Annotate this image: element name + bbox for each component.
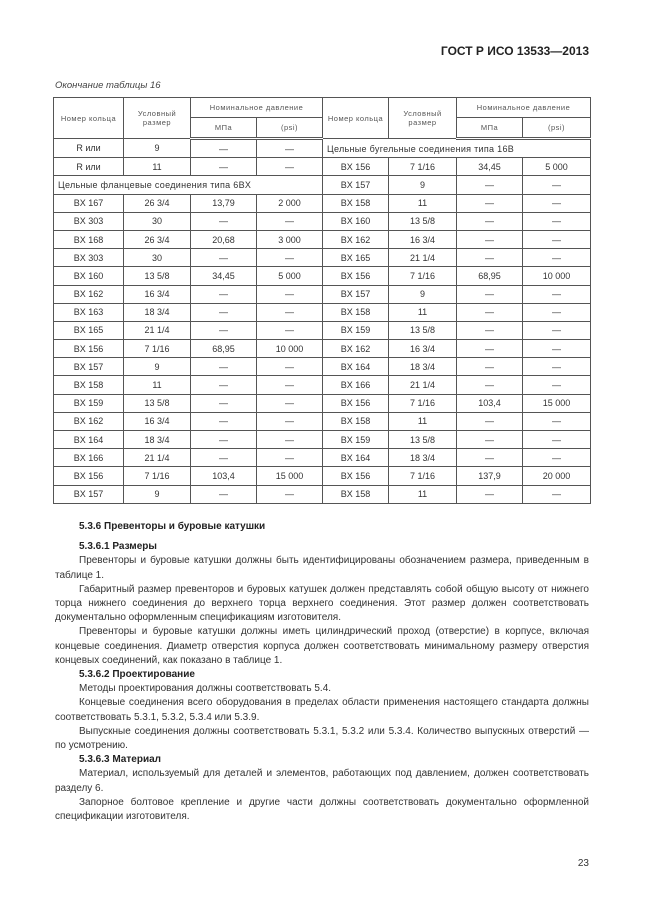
- table-cell: —: [257, 139, 323, 158]
- table-cell: BX 156: [54, 467, 124, 485]
- table-cell: —: [257, 158, 323, 176]
- table-cell: —: [191, 249, 257, 267]
- table-cell: —: [191, 212, 257, 230]
- group-heading-cell: Цельные бугельные соединения типа 16B: [323, 139, 591, 158]
- table-row: [54, 249, 591, 267]
- table-cell: —: [257, 285, 323, 303]
- table-cell: 7 1/16: [389, 467, 457, 485]
- table-cell: BX 303: [54, 249, 124, 267]
- table-cell: —: [457, 194, 523, 212]
- table-cell: —: [257, 249, 323, 267]
- table-cell: —: [191, 431, 257, 449]
- paragraph: Концевые соединения всего оборудования в пределах области применения настоящего стандарта должны соответствовать 5.3.1, 5.3.2, 5.3.4 или 5.3.9.: [55, 697, 589, 723]
- table-cell: —: [457, 449, 523, 467]
- table-row: [54, 139, 591, 158]
- table-cell: —: [457, 230, 523, 248]
- table-cell: —: [191, 485, 257, 503]
- table-cell: 13 5/8: [389, 321, 457, 339]
- table-cell: 9: [124, 139, 191, 158]
- table-row: [54, 303, 591, 321]
- table-cell: 30: [124, 249, 191, 267]
- table-cell: 103,4: [457, 394, 523, 412]
- section-heading: 5.3.6.3 Материал: [79, 754, 162, 766]
- table-cell: —: [523, 412, 591, 430]
- table-row: [54, 321, 591, 339]
- table-cell: 7 1/16: [124, 467, 191, 485]
- table-row: [54, 431, 591, 449]
- table-cell: BX 162: [54, 285, 124, 303]
- table-cell: BX 160: [54, 267, 124, 285]
- table-cell: BX 156: [323, 267, 389, 285]
- paragraph: Запорное болтовое крепление и другие части должны соответствовать документально оформленной спецификации изготовителя.: [55, 796, 589, 823]
- table-cell: —: [523, 249, 591, 267]
- table-cell: —: [191, 376, 257, 394]
- table-cell: BX 164: [323, 358, 389, 376]
- table-cell: —: [457, 340, 523, 358]
- table-cell: BX 159: [323, 321, 389, 339]
- table-row: [54, 176, 591, 194]
- table-cell: BX 157: [54, 358, 124, 376]
- section-text: [55, 520, 589, 824]
- table-cell: —: [523, 358, 591, 376]
- table-cell: —: [257, 485, 323, 503]
- table-cell: BX 162: [323, 340, 389, 358]
- section-heading: 5.3.6.1 Размеры: [79, 541, 157, 553]
- table-cell: —: [257, 412, 323, 430]
- table-cell: 13 5/8: [389, 212, 457, 230]
- table-cell: 34,45: [191, 267, 257, 285]
- table-cell: —: [191, 285, 257, 303]
- table-cell: —: [523, 303, 591, 321]
- table-cell: 16 3/4: [124, 412, 191, 430]
- table-cell: —: [457, 485, 523, 503]
- table-cell: —: [523, 194, 591, 212]
- table-cell: —: [191, 158, 257, 176]
- paragraph: Превенторы и буровые катушки должны иметь цилиндрический проход (отверстие) в корпусе, включая концевые соединения. Диаметр отверстия корпуса должен соответствовать минимальному размеру отверстия концевых соединений, как показано в таблице 1.: [55, 626, 589, 666]
- table-cell: —: [191, 412, 257, 430]
- table-cell: 11: [389, 412, 457, 430]
- table-cell: —: [457, 376, 523, 394]
- table-cell: —: [191, 321, 257, 339]
- table-cell: 21 1/4: [124, 321, 191, 339]
- table-cell: 18 3/4: [124, 303, 191, 321]
- table-cell: BX 157: [54, 485, 124, 503]
- table-cell: 11: [124, 158, 191, 176]
- table-cell: —: [457, 431, 523, 449]
- table-cell: 21 1/4: [389, 376, 457, 394]
- table-cell: —: [257, 212, 323, 230]
- table-cell: —: [523, 212, 591, 230]
- table-cell: BX 158: [323, 303, 389, 321]
- header-nominal-size: Условный размер: [124, 98, 191, 139]
- paragraph: Материал, используемый для деталей и элементов, работающих под давлением, должен соответствовать разделу 6.: [55, 768, 589, 794]
- group-heading-cell: Цельные фланцевые соединения типа 6BX: [54, 176, 323, 194]
- table-cell: —: [191, 449, 257, 467]
- table-cell: BX 156: [323, 158, 389, 176]
- header-psi: (psi): [257, 118, 323, 139]
- table-cell: —: [457, 358, 523, 376]
- table-cell: —: [257, 376, 323, 394]
- table-cell: 7 1/16: [124, 340, 191, 358]
- table-cell: BX 167: [54, 194, 124, 212]
- table-row: [54, 449, 591, 467]
- table-cell: BX 164: [54, 431, 124, 449]
- table-cell: BX 164: [323, 449, 389, 467]
- table-cell: 26 3/4: [124, 194, 191, 212]
- table-cell: 9: [124, 358, 191, 376]
- table-row: [54, 285, 591, 303]
- table-cell: —: [523, 230, 591, 248]
- table-cell: BX 158: [323, 412, 389, 430]
- table-cell: R или: [54, 158, 124, 176]
- table-cell: 137,9: [457, 467, 523, 485]
- table-cell: 11: [389, 194, 457, 212]
- table-cell: 30: [124, 212, 191, 230]
- paragraph: Превенторы и буровые катушки должны быть идентифицированы обозначением размера, приведенным в таблице 1.: [55, 555, 589, 581]
- table-cell: 9: [389, 285, 457, 303]
- table-row: [54, 358, 591, 376]
- table-cell: —: [257, 358, 323, 376]
- table-cell: BX 156: [54, 340, 124, 358]
- table-cell: 68,95: [191, 340, 257, 358]
- table-cell: BX 158: [54, 376, 124, 394]
- table-cell: 13,79: [191, 194, 257, 212]
- table-cell: 15 000: [257, 467, 323, 485]
- table-cell: —: [257, 321, 323, 339]
- table-cell: —: [457, 249, 523, 267]
- table-row: [54, 376, 591, 394]
- table-cell: 16 3/4: [124, 285, 191, 303]
- table-cell: —: [257, 394, 323, 412]
- table-cell: 68,95: [457, 267, 523, 285]
- table-cell: —: [457, 412, 523, 430]
- table-cell: 2 000: [257, 194, 323, 212]
- table-cell: BX 156: [323, 467, 389, 485]
- table-cell: 18 3/4: [389, 449, 457, 467]
- table-cell: 10 000: [523, 267, 591, 285]
- table-cell: —: [191, 139, 257, 158]
- table-cell: —: [523, 376, 591, 394]
- table-cell: 20,68: [191, 230, 257, 248]
- table-cell: BX 166: [323, 376, 389, 394]
- table-cell: 16 3/4: [389, 340, 457, 358]
- page-number: 23: [577, 858, 589, 869]
- table-cell: BX 163: [54, 303, 124, 321]
- table-cell: BX 162: [323, 230, 389, 248]
- header-psi: (psi): [523, 118, 591, 139]
- table-cell: —: [257, 449, 323, 467]
- table-row: [54, 394, 591, 412]
- data-table: [53, 97, 591, 504]
- paragraph: Габаритный размер превенторов и буровых катушек должен представлять собой общую высоту от нижнего торца нижнего соединения до верхнего торца верхнего соединения. Этот размер должен соответствовать документально оформленным спецификациям изготовителя.: [55, 583, 589, 624]
- table-cell: 18 3/4: [124, 431, 191, 449]
- table-row: [54, 158, 591, 176]
- table-cell: 13 5/8: [124, 267, 191, 285]
- table-cell: 9: [124, 485, 191, 503]
- table-cell: —: [191, 303, 257, 321]
- table-cell: BX 165: [323, 249, 389, 267]
- table-cell: 11: [124, 376, 191, 394]
- table-cell: BX 159: [54, 394, 124, 412]
- table-cell: 7 1/16: [389, 267, 457, 285]
- table-cell: 20 000: [523, 467, 591, 485]
- table-cell: R или: [54, 139, 124, 158]
- table-cell: —: [191, 394, 257, 412]
- header-mpa: МПа: [457, 118, 523, 139]
- table-cell: —: [257, 431, 323, 449]
- table-cell: —: [191, 358, 257, 376]
- table-cell: 103,4: [191, 467, 257, 485]
- table-cell: 5 000: [257, 267, 323, 285]
- table-row: [54, 267, 591, 285]
- table-cell: —: [523, 176, 591, 194]
- table-cell: 16 3/4: [389, 230, 457, 248]
- paragraph: Выпускные соединения должны соответствовать 5.3.1, 5.3.2 или 5.3.4. Количество выпускных отверстий — по усмотрению.: [55, 725, 589, 752]
- section-heading: 5.3.6 Превенторы и буровые катушки: [79, 521, 266, 532]
- table-cell: BX 158: [323, 194, 389, 212]
- table-cell: 3 000: [257, 230, 323, 248]
- header-ring-number: Номер кольца: [54, 98, 124, 139]
- table-cell: 5 000: [523, 158, 591, 176]
- table-cell: BX 156: [323, 394, 389, 412]
- table-cell: 15 000: [523, 394, 591, 412]
- table-cell: BX 165: [54, 321, 124, 339]
- table-cell: 21 1/4: [124, 449, 191, 467]
- standard-header: ГОСТ Р ИСО 13533—2013: [440, 44, 589, 58]
- header-nominal-pressure: Номинальное давление: [191, 98, 323, 118]
- table-cell: BX 157: [323, 285, 389, 303]
- table-cell: BX 168: [54, 230, 124, 248]
- table-cell: BX 303: [54, 212, 124, 230]
- table-cell: 13 5/8: [389, 431, 457, 449]
- header-nominal-pressure: Номинальное давление: [457, 98, 591, 118]
- table-cell: —: [257, 303, 323, 321]
- header-nominal-size: Условный размер: [389, 98, 457, 139]
- table-row: [54, 412, 591, 430]
- table-cell: —: [523, 340, 591, 358]
- section-heading: 5.3.6.2 Проектирование: [79, 669, 195, 681]
- table-cell: 34,45: [457, 158, 523, 176]
- table-cell: 7 1/16: [389, 394, 457, 412]
- paragraph: Методы проектирования должны соответствовать 5.4.: [79, 683, 332, 695]
- table-cell: 11: [389, 303, 457, 321]
- table-cell: 18 3/4: [389, 358, 457, 376]
- table-cell: —: [457, 303, 523, 321]
- table-cell: —: [523, 285, 591, 303]
- table-cell: BX 160: [323, 212, 389, 230]
- table-caption: Окончание таблицы 16: [55, 80, 161, 91]
- table-cell: 26 3/4: [124, 230, 191, 248]
- table-cell: BX 166: [54, 449, 124, 467]
- table-row: [54, 230, 591, 248]
- table-cell: BX 162: [54, 412, 124, 430]
- table-cell: 10 000: [257, 340, 323, 358]
- table-cell: —: [523, 449, 591, 467]
- table-cell: BX 157: [323, 176, 389, 194]
- table-cell: BX 159: [323, 431, 389, 449]
- table-cell: BX 158: [323, 485, 389, 503]
- table-cell: —: [457, 176, 523, 194]
- table-row: [54, 340, 591, 358]
- table-cell: —: [523, 321, 591, 339]
- table-cell: 11: [389, 485, 457, 503]
- table-cell: —: [457, 321, 523, 339]
- table-cell: 9: [389, 176, 457, 194]
- table-cell: —: [457, 285, 523, 303]
- table-row: [54, 212, 591, 230]
- header-ring-number: Номер кольца: [323, 98, 389, 139]
- header-mpa: МПа: [191, 118, 257, 139]
- table-cell: —: [457, 212, 523, 230]
- table-cell: —: [523, 485, 591, 503]
- table-cell: 13 5/8: [124, 394, 191, 412]
- table-cell: 7 1/16: [389, 158, 457, 176]
- table-row: [54, 467, 591, 485]
- table-cell: —: [523, 431, 591, 449]
- table-row: [54, 194, 591, 212]
- table-cell: 21 1/4: [389, 249, 457, 267]
- table-row: [54, 485, 591, 503]
